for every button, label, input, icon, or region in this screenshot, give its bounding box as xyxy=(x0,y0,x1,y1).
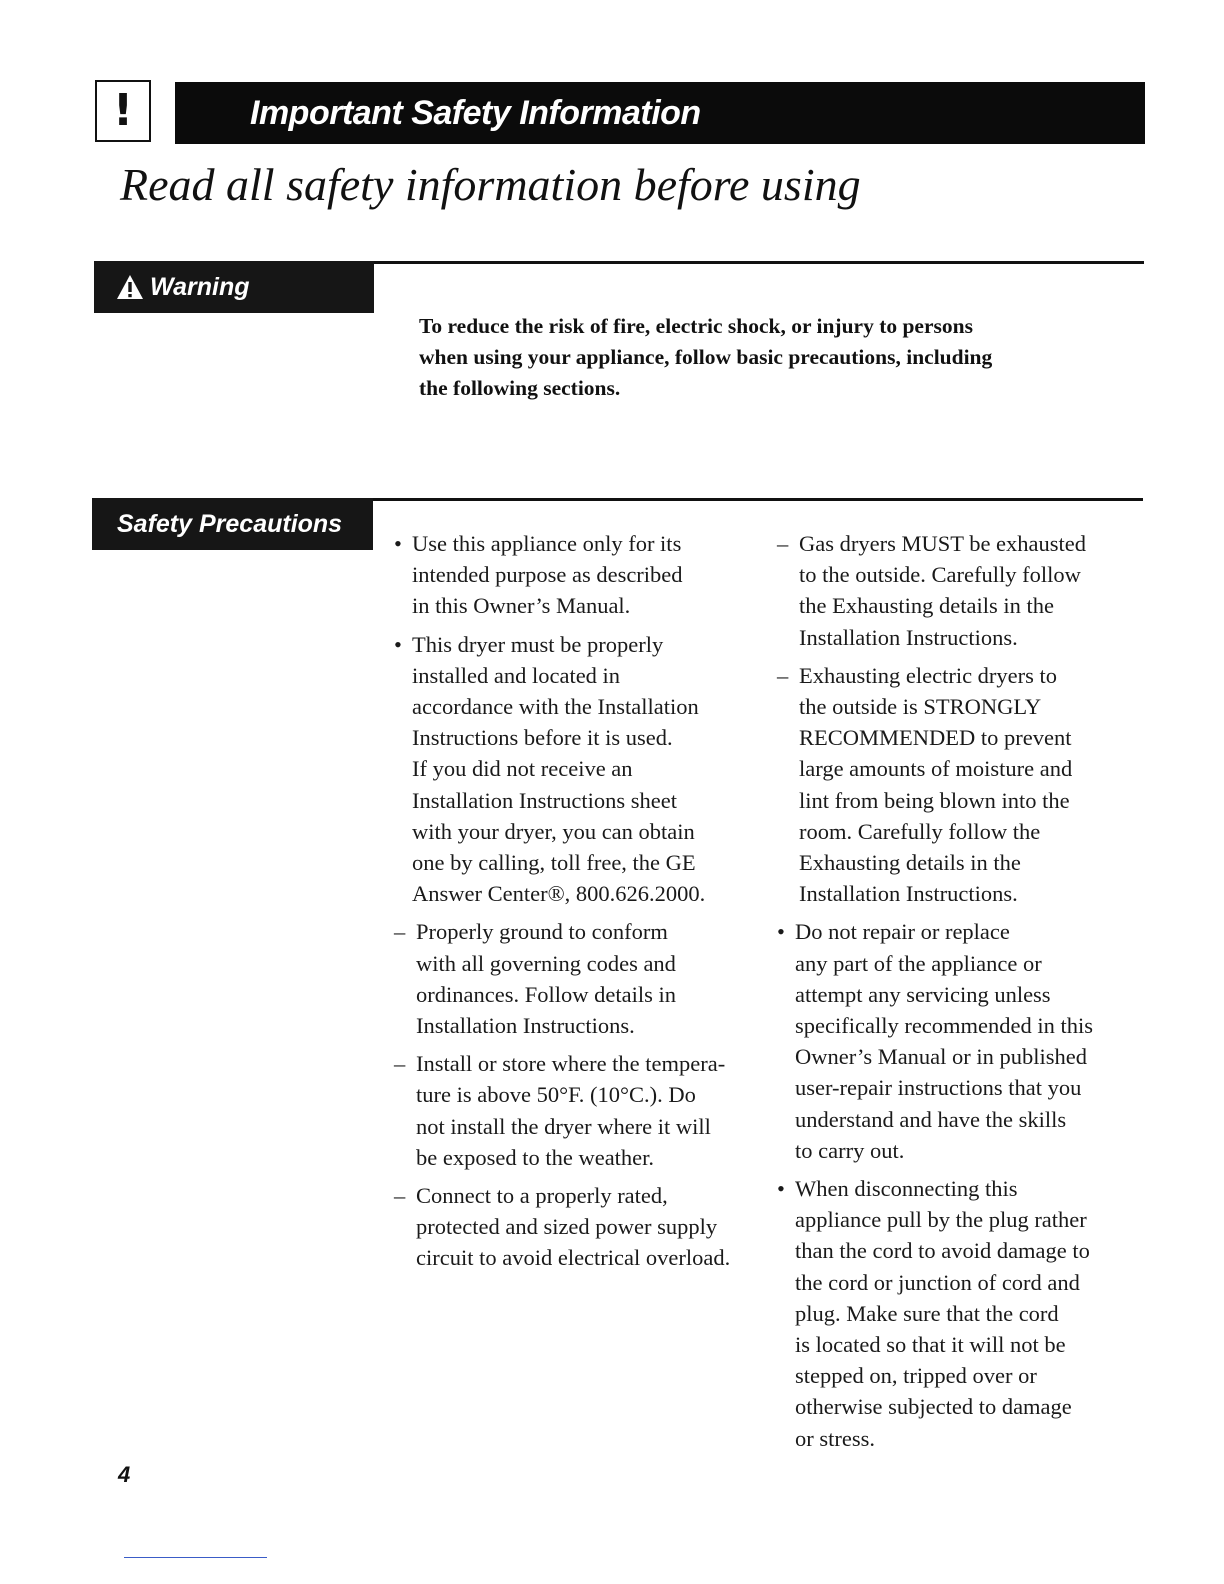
warning-line: when using your appliance, follow basic precautions, including xyxy=(419,345,993,369)
precaution-line: installed and located in xyxy=(412,662,621,688)
precaution-line: to the outside. Carefully follow xyxy=(799,562,1081,588)
precaution-line: Exhausting electric dryers to xyxy=(799,662,1058,688)
precaution-line: the outside is STRONGLY xyxy=(799,694,1042,720)
precaution-item xyxy=(394,1180,774,1274)
precaution-item xyxy=(777,916,1147,1166)
precaution-line: appliance pull by the plug rather xyxy=(795,1207,1087,1233)
precaution-line: understand and have the skills xyxy=(795,1106,1067,1132)
precaution-text xyxy=(394,916,774,1041)
precaution-line: intended purpose as described xyxy=(412,562,683,588)
precaution-text xyxy=(777,916,1147,1166)
precaution-line: This dryer must be properly xyxy=(412,631,664,657)
precaution-text xyxy=(394,1048,774,1173)
page-number: 4 xyxy=(118,1462,131,1487)
precaution-text xyxy=(394,528,774,622)
precaution-line: attempt any servicing unless xyxy=(795,981,1051,1007)
precautions-left-column xyxy=(394,528,774,1281)
precaution-line: not install the dryer where it will xyxy=(416,1113,711,1139)
exclamation-glyph: ! xyxy=(112,85,134,136)
precaution-line: Exhausting details in the xyxy=(799,850,1021,876)
precaution-line: Instructions before it is used. xyxy=(412,725,673,751)
precaution-line: protected and sized power supply xyxy=(416,1214,718,1240)
precaution-line: Installation Instructions. xyxy=(416,1013,635,1039)
precaution-line: any part of the appliance or xyxy=(795,950,1042,976)
precaution-text xyxy=(777,528,1147,653)
precaution-line: the cord or junction of cord and xyxy=(795,1269,1080,1295)
precaution-text xyxy=(777,1173,1147,1454)
safety-precautions-label-tab xyxy=(92,498,373,550)
precaution-line: Installation Instructions. xyxy=(799,881,1018,907)
dash-marker: – xyxy=(394,1183,406,1209)
warning-line: the following sections. xyxy=(419,376,621,400)
precaution-item xyxy=(394,528,774,622)
dash-marker: – xyxy=(394,1051,406,1077)
precaution-item xyxy=(394,629,774,910)
dash-marker: – xyxy=(777,531,789,556)
bullet-marker: • xyxy=(394,531,402,556)
precaution-line: ordinances. Follow details in xyxy=(416,981,676,1007)
precaution-item xyxy=(777,660,1147,910)
warning-line: To reduce the risk of fire, electric shock, or injury to persons xyxy=(419,314,973,338)
precaution-line: plug. Make sure that the cord xyxy=(795,1300,1059,1326)
precaution-line: be exposed to the weather. xyxy=(416,1144,655,1170)
section-header-bar xyxy=(175,82,1145,144)
precaution-line: Properly ground to conform xyxy=(416,919,668,945)
precaution-line: in this Owner’s Manual. xyxy=(412,593,631,619)
precaution-item xyxy=(777,1173,1147,1454)
page-subtitle: Read all safety information before using xyxy=(120,159,861,210)
precaution-line: Install or store where the tempera- xyxy=(416,1051,726,1077)
warning-label-tab xyxy=(94,261,374,313)
bullet-marker: • xyxy=(777,1176,785,1202)
precaution-line: specifically recommended in this xyxy=(795,1013,1094,1039)
footer-rule xyxy=(124,1557,267,1558)
precautions-right-column xyxy=(777,528,1147,1461)
page-title: Important Safety Information xyxy=(250,93,701,132)
precaution-line: to carry out. xyxy=(795,1137,905,1163)
precaution-line: the Exhausting details in the xyxy=(799,593,1054,619)
dash-marker: – xyxy=(777,662,789,688)
precaution-text xyxy=(394,629,774,910)
precaution-line: Do not repair or replace xyxy=(795,919,1010,945)
precaution-line: circuit to avoid electrical overload. xyxy=(416,1245,731,1271)
precaution-line: If you did not receive an xyxy=(412,756,633,782)
precaution-line: When disconnecting this xyxy=(795,1176,1018,1202)
warning-triangle-icon xyxy=(116,274,144,300)
precaution-line: Answer Center®, 800.626.2000. xyxy=(412,881,706,907)
precaution-line: lint from being blown into the xyxy=(799,787,1070,813)
exclamation-icon xyxy=(95,80,151,142)
precaution-line: Use this appliance only for its xyxy=(412,531,682,556)
precaution-item xyxy=(777,528,1147,653)
precaution-line: Connect to a properly rated, xyxy=(416,1183,668,1209)
precaution-line: Gas dryers MUST be exhausted xyxy=(799,531,1087,556)
precaution-line: one by calling, toll free, the GE xyxy=(412,850,696,876)
precaution-line: than the cord to avoid damage to xyxy=(795,1238,1090,1264)
precaution-line: with your dryer, you can obtain xyxy=(412,818,695,844)
warning-text xyxy=(419,311,1099,404)
precaution-line: ture is above 50°F. (10°C.). Do xyxy=(416,1082,696,1108)
precaution-line: room. Carefully follow the xyxy=(799,818,1041,844)
warning-label: Warning xyxy=(150,272,250,301)
precaution-text xyxy=(394,1180,774,1274)
precaution-line: Installation Instructions. xyxy=(799,624,1018,650)
precaution-line: with all governing codes and xyxy=(416,950,676,976)
precaution-line: otherwise subjected to damage xyxy=(795,1394,1072,1420)
precaution-line: large amounts of moisture and xyxy=(799,756,1073,782)
dash-marker: – xyxy=(394,919,406,945)
precaution-text xyxy=(777,660,1147,910)
precaution-line: RECOMMENDED to prevent xyxy=(799,725,1072,751)
precaution-line: Installation Instructions sheet xyxy=(412,787,677,813)
precaution-line: is located so that it will not be xyxy=(795,1332,1066,1358)
precaution-line: or stress. xyxy=(795,1425,875,1451)
precaution-line: Owner’s Manual or in published xyxy=(795,1044,1088,1070)
precaution-item xyxy=(394,1048,774,1173)
precaution-line: user-repair instructions that you xyxy=(795,1075,1082,1101)
precaution-line: stepped on, tripped over or xyxy=(795,1363,1037,1389)
bullet-marker: • xyxy=(777,919,785,945)
bullet-marker: • xyxy=(394,631,402,657)
safety-precautions-label: Safety Precautions xyxy=(117,509,343,538)
precaution-item xyxy=(394,916,774,1041)
precaution-line: accordance with the Installation xyxy=(412,694,699,720)
